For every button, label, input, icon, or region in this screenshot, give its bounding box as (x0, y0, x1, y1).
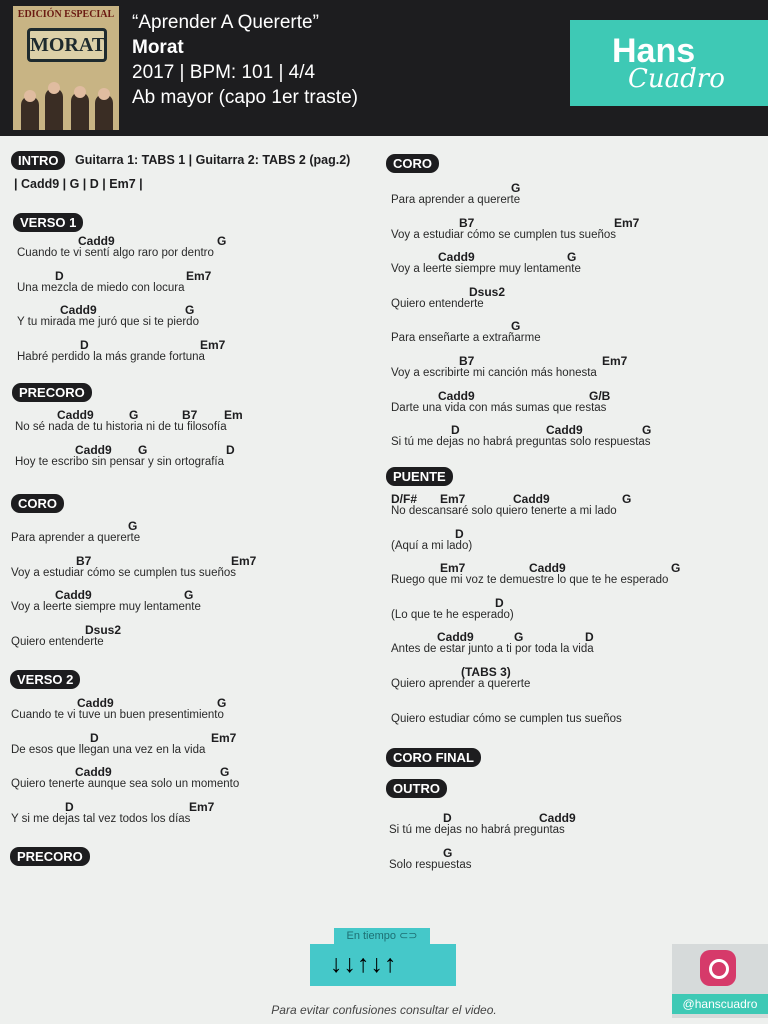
lyric-line: Para aprender a quererte (391, 194, 521, 206)
chord-label: D (80, 337, 89, 352)
section-label-verso-2: VERSO 2 (10, 670, 80, 689)
lyric-line: Hoy te escribo sin pensar y sin ortografía (15, 455, 225, 468)
chord-label: G (567, 250, 577, 265)
lyric-line: Si tú me dejas no habrá preguntas solo respuestas (391, 436, 651, 449)
lyric-line: No sé nada de tu historia ni de tu filosofía (15, 421, 227, 433)
chord-label: G (514, 630, 524, 645)
band-member (45, 88, 63, 130)
instagram-badge[interactable] (672, 944, 768, 1018)
lyric-line: Cuando te vi tuve un buen presentimiento (11, 709, 224, 721)
band-member-head (48, 82, 60, 94)
lyric-line: Voy a leerte siempre muy lentamente (391, 263, 581, 276)
section-label-coro-final: CORO FINAL (386, 748, 481, 767)
intro-chords: | Cadd9 | G | D | Em7 | (14, 177, 143, 191)
section-label-outro: OUTRO (386, 779, 447, 798)
chord-label: B7 (76, 553, 92, 568)
chord-label: (TABS 3) (461, 665, 511, 679)
chord-label: G (217, 234, 227, 248)
chord-label: Cadd9 (438, 388, 475, 403)
album-logo: MORAT (27, 28, 107, 62)
song-key: Ab mayor (capo 1er traste) (132, 87, 358, 108)
chord-label: G (622, 492, 632, 506)
chord-label: G (129, 408, 139, 422)
chord-label: Dsus2 (85, 622, 122, 637)
lyric-line: Solo respuestas (389, 858, 472, 871)
chord-label: G (642, 423, 652, 438)
lyric-line: Darte una vida con más sumas que restas (391, 401, 607, 414)
chord-label: Cadd9 (529, 561, 566, 576)
chord-label: Em7 (231, 553, 257, 568)
song-meta: 2017 | BPM: 101 | 4/4 (132, 62, 316, 83)
chord-label: G (184, 588, 194, 602)
lyric-line: Antes de estar junto a ti por toda la vida (391, 643, 594, 656)
chord-label: B7 (182, 408, 198, 422)
chord-label: Cadd9 (438, 250, 475, 265)
chord-label: G (671, 561, 681, 576)
lyric-line: (Aquí a mi lado) (391, 539, 473, 552)
section-label-coro-right: CORO (386, 154, 439, 173)
brand-logo (570, 20, 768, 106)
chord-label: D (90, 730, 99, 745)
strum-pattern (310, 944, 456, 986)
band-member-head (98, 88, 110, 100)
chord-label: D/F# (391, 492, 418, 506)
section-label-precoro-2: PRECORO (10, 847, 90, 866)
chord-label: B7 (459, 215, 475, 230)
chord-label: G (220, 765, 230, 779)
chord-label: Em7 (602, 354, 628, 368)
chord-label: B7 (459, 354, 475, 368)
lyric-line: Quiero aprender a quererte (391, 678, 531, 690)
chord-label: G (511, 319, 521, 334)
chord-label: G (511, 181, 521, 195)
lyric-line: De esos que llegan una vez en la vida (11, 743, 206, 756)
chord-label: D (65, 799, 74, 814)
chord-label: D (451, 423, 460, 438)
chord-label: D (585, 630, 594, 645)
artist-name: Morat (132, 37, 184, 58)
instagram-handle[interactable]: @hanscuadro (672, 994, 768, 1014)
lyric-line: Habré perdido la más grande fortuna (17, 350, 205, 363)
lyric-line: Quiero entenderte (11, 635, 104, 648)
song-info (132, 10, 358, 110)
lyric-line: Quiero entenderte (391, 297, 484, 310)
chord-label: D (443, 811, 452, 825)
chord-label: Cadd9 (60, 303, 97, 317)
lyric-line: Y tu mirada me juró que si te pierdo (17, 316, 199, 328)
section-label-coro: CORO (11, 494, 64, 513)
chord-label: G/B (589, 388, 611, 403)
lyric-line: Voy a estudiar cómo se cumplen tus sueños (11, 566, 237, 579)
chord-label: Em7 (440, 561, 466, 576)
chord-label: Cadd9 (539, 811, 576, 825)
album-edition: EDICIÓN ESPECIAL (17, 9, 115, 20)
chord-label: G (217, 696, 227, 710)
chord-label: Cadd9 (546, 423, 583, 438)
section-label-precoro: PRECORO (12, 383, 92, 402)
chord-label: Em7 (614, 215, 640, 230)
lyric-line: Voy a leerte siempre muy lentamente (11, 601, 201, 613)
chord-label: Cadd9 (55, 588, 92, 602)
brand-name: Hans (612, 32, 696, 70)
lyric-line: Cuando te vi sentí algo raro por dentro (17, 247, 214, 259)
lyric-line: Para enseñarte a extrañarme (391, 332, 541, 345)
chord-label: Cadd9 (77, 696, 114, 710)
chord-label: G (443, 845, 453, 860)
song-title: “Aprender A Quererte” (132, 12, 319, 33)
lyric-line: No descansaré solo quiero tenerte a mi lado (391, 505, 617, 517)
chord-label: G (128, 519, 138, 533)
chord-label: Em7 (189, 799, 215, 814)
band-member-head (24, 90, 36, 102)
chord-label: D (226, 442, 235, 457)
chord-label: Cadd9 (513, 492, 550, 506)
lyric-line: Quiero estudiar cómo se cumplen tus sueños (391, 712, 622, 725)
lyric-line: Y si me dejas tal vez todos los días (11, 812, 191, 825)
section-label-verso-1: VERSO 1 (13, 213, 83, 232)
lyric-line: Voy a escribirte mi canción más honesta (391, 367, 597, 379)
lyric-line: Si tú me dejas no habrá preguntas (389, 824, 565, 836)
strum-arrows: ↓↓↑↓↑ (330, 950, 398, 978)
chord-label: D (455, 526, 464, 541)
lyric-line: Una mezcla de miedo con locura (17, 281, 185, 294)
intro-text: Guitarra 1: TABS 1 | Guitarra 2: TABS 2 (pag.2) (75, 153, 351, 167)
chord-label: Cadd9 (57, 408, 94, 422)
chord-label: Em7 (440, 492, 466, 506)
lyric-line: Voy a estudiar cómo se cumplen tus sueños (391, 228, 617, 241)
chord-label: Em (224, 408, 243, 422)
lyric-line: Quiero tenerte aunque sea solo un momento (11, 778, 240, 790)
album-cover (13, 6, 119, 130)
chord-label: Cadd9 (78, 234, 115, 248)
band-member-head (74, 86, 86, 98)
lyric-line: (Lo que te he esperado) (391, 608, 514, 621)
chord-label: D (55, 268, 64, 283)
chord-label: Cadd9 (75, 765, 112, 779)
instagram-icon (700, 950, 736, 986)
chord-label: D (495, 595, 504, 610)
brand-script: Cuadro (628, 64, 725, 94)
lyric-line: Ruego que mi voz te demuestre lo que te he esperado (391, 574, 669, 587)
chord-label: Cadd9 (75, 442, 112, 457)
section-label-intro: INTRO (11, 151, 65, 170)
chord-label: Dsus2 (469, 284, 506, 299)
chord-label: Em7 (200, 337, 226, 352)
footer-note: Para evitar confusiones consultar el video. (271, 1003, 497, 1017)
chord-label: Cadd9 (437, 630, 474, 645)
tiempo-label: En tiempo ⊂⊃ (334, 928, 430, 944)
chord-label: G (185, 303, 195, 317)
chord-label: G (138, 442, 148, 457)
chord-label: Em7 (186, 268, 212, 283)
lyric-line: Para aprender a quererte (11, 532, 141, 544)
header (0, 0, 768, 136)
section-label-puente: PUENTE (386, 467, 453, 486)
chord-label: Em7 (211, 730, 237, 745)
